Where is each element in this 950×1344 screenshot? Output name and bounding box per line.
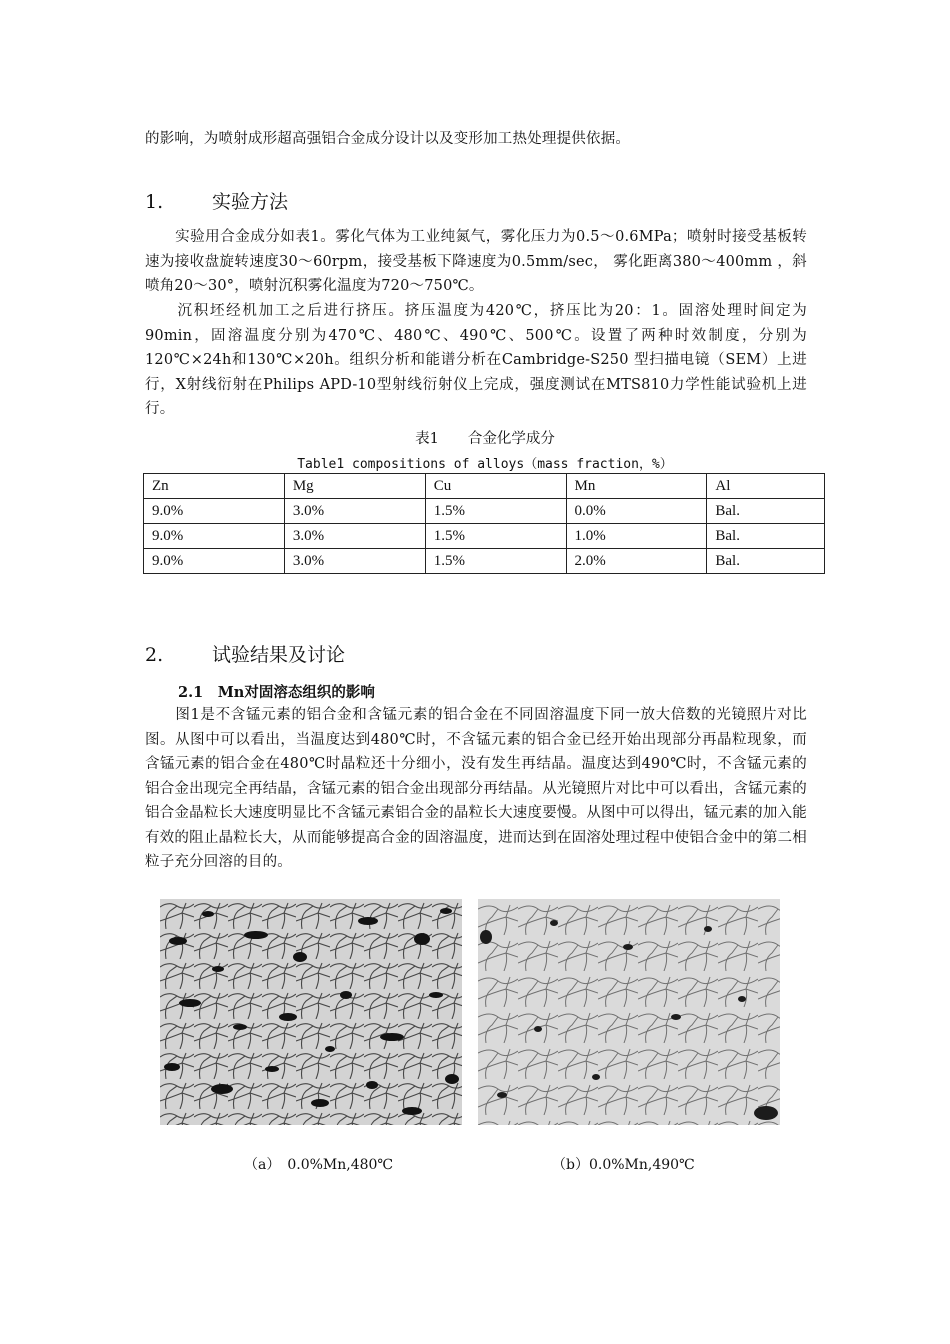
micrograph-a-image	[160, 899, 462, 1125]
table-cell: 2.0%	[566, 549, 707, 574]
table-cell: 3.0%	[284, 549, 425, 574]
method-paragraph-1: 实验用合金成分如表1。雾化气体为工业纯氮气，雾化压力为0.5～0.6MPa；喷射时接受基板转速为接收盘旋转速度30～60rpm，接受基板下降速度为0.5mm/sec， 雾化距离380～400mm ，斜喷角20～30°，喷射沉积雾化温度为720～750℃。	[145, 229, 807, 294]
table-row	[144, 524, 825, 549]
section-1-title: 实验方法	[212, 191, 289, 213]
header-cell: Mn	[566, 474, 707, 499]
header-cell: Zn	[144, 474, 285, 499]
figure-a-caption: （a） 0.0%Mn,480℃	[244, 1157, 394, 1173]
figure-b-caption: （b）0.0%Mn,490℃	[552, 1157, 695, 1173]
section-1-number: 1.	[145, 191, 164, 213]
table-cell: Bal.	[707, 524, 825, 549]
table-1-caption-en: Table1 compositions of alloys（mass fraction，%）	[297, 457, 673, 472]
section-2-number: 2.	[145, 644, 164, 666]
table-1-caption-cn: 表1 合金化学成分	[415, 431, 555, 447]
header-cell: Mg	[284, 474, 425, 499]
intro-tail-paragraph: 的影响，为喷射成形超高强铝合金成分设计以及变形加工热处理提供依据。	[145, 131, 631, 147]
table-cell: 1.5%	[425, 524, 566, 549]
table-header-row	[144, 474, 825, 499]
header-cell: Cu	[425, 474, 566, 499]
section-2-heading	[145, 640, 345, 667]
table-cell: Bal.	[707, 549, 825, 574]
section-2-title: 试验结果及讨论	[212, 644, 346, 666]
table-row	[144, 549, 825, 574]
table-cell: 9.0%	[144, 524, 285, 549]
header-cell: Al	[707, 474, 825, 499]
section-1-heading	[145, 187, 288, 214]
table-cell: 3.0%	[284, 499, 425, 524]
table-cell: 9.0%	[144, 549, 285, 574]
table-cell: 9.0%	[144, 499, 285, 524]
table-cell: 1.5%	[425, 499, 566, 524]
table-cell: 1.0%	[566, 524, 707, 549]
micrograph-b-image	[478, 899, 780, 1125]
subsection-2-1-heading: 2.1 Mn对固溶态组织的影响	[178, 684, 375, 701]
table-cell: 1.5%	[425, 549, 566, 574]
composition-table	[143, 473, 825, 574]
results-paragraph-1: 图1是不含锰元素的铝合金和含锰元素的铝合金在不同固溶温度下同一放大倍数的光镜照片对比图。从图中可以看出，当温度达到480℃时，不含锰元素的铝合金已经开始出现部分再晶粒现象，而含锰元素的铝合金在480℃时晶粒还十分细小，没有发生再结晶。温度达到490℃时，不含锰元素的铝合金出现完全再结晶，含锰元素的铝合金出现部分再结晶。从光镜照片对比中可以看出，含锰元素的铝合金晶粒长大速度明显比不含锰元素铝合金的晶粒长大速度要慢。从图中可以得出，锰元素的加入能有效的阻止晶粒长大，从而能够提高合金的固溶温度，进而达到在固溶处理过程中使铝合金中的第二相粒子充分回溶的目的。	[145, 707, 807, 870]
table-cell: Bal.	[707, 499, 825, 524]
table-cell: 0.0%	[566, 499, 707, 524]
table-row	[144, 499, 825, 524]
table-cell: 3.0%	[284, 524, 425, 549]
method-paragraph-2: 沉积坯经机加工之后进行挤压。挤压温度为420℃，挤压比为20：1。固溶处理时间定为90min，固溶温度分别为470℃、480℃、490℃、500℃。设置了两种时效制度，分别为120℃×24h和130℃×20h。组织分析和能谱分析在Cambridge-S250 型扫描电镜（SEM）上进行，X射线衍射在Philips APD-10型射线衍射仪上完成，强度测试在MTS810力学性能试验机上进行。	[145, 303, 807, 417]
